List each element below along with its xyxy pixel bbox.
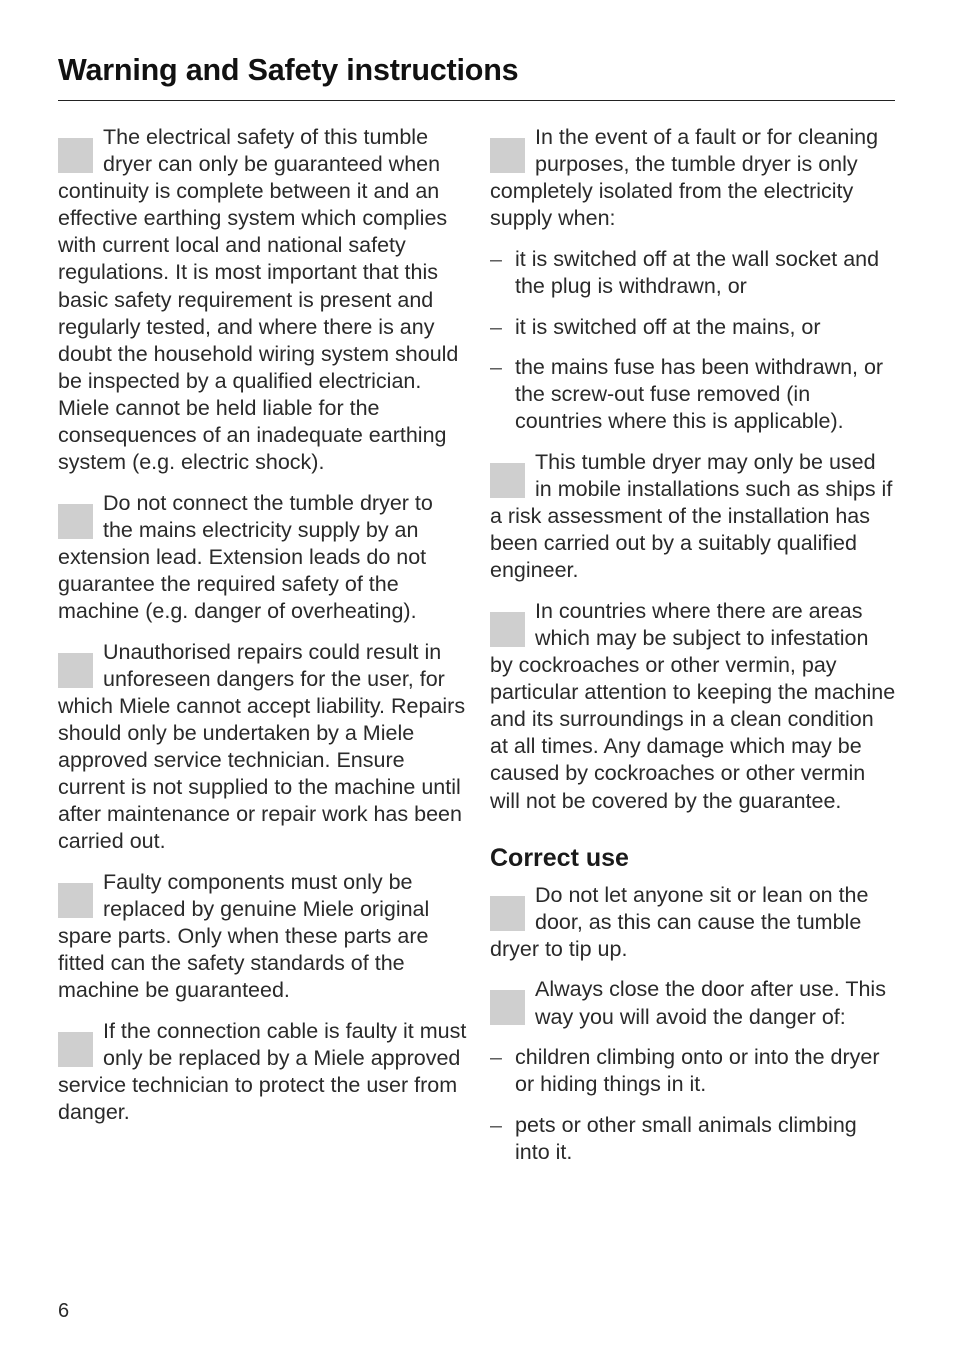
paragraph-text: Faulty components must only be replaced by genuine Miele original spare parts. Only when these parts are fitted can the safety standards of the machine be guaranteed. — [58, 869, 430, 1003]
paragraph-text: This tumble dryer may only be used in mobile installations such as ships if a risk assessment of the installation has been carried out by a suitably qualified engineer. — [490, 449, 893, 583]
section-heading-correct-use: Correct use — [490, 843, 629, 872]
paragraph-text: If the connection cable is faulty it must only be replaced by a Miele approved service technician to protect the user from danger. — [58, 1018, 467, 1125]
dash-bullet: – — [490, 1045, 502, 1070]
safety-paragraph-spare-parts — [58, 869, 468, 1004]
paragraph-text: In countries where there are areas which may be subject to infestation by cockroaches or other vermin, pay particular attention to keeping the machine and its surroundings in a clean condition at all times. Any damage which may be caused by cockroaches or other vermin will not be covered by the guarantee. — [490, 598, 896, 813]
safety-paragraph-close-door — [490, 976, 896, 1030]
dash-bullet: – — [490, 1112, 502, 1137]
page-title: Warning and Safety instructions — [58, 53, 519, 87]
warning-marker-icon — [490, 896, 525, 931]
list-item — [490, 1112, 896, 1166]
paragraph-text: Do not connect the tumble dryer to the mains electricity supply by an extension lead. Extension leads do not guarantee the required safety of the machine (e.g. danger of overheating). — [58, 490, 433, 624]
paragraph-text: Unauthorised repairs could result in unforeseen dangers for the user, for which Miele cannot accept liability. Repairs should only be undertaken by a Miele approved service technician. Ensure current is not supplied to the machine until after maintenance or repair work has been carried out. — [58, 639, 466, 854]
list-item-text: children climbing onto or into the dryer or hiding things in it. — [515, 1045, 880, 1097]
list-item — [490, 246, 896, 300]
dash-bullet: – — [490, 355, 502, 380]
safety-paragraph-isolation — [490, 124, 896, 232]
warning-marker-icon — [58, 1032, 93, 1067]
safety-paragraph-vermin — [490, 598, 896, 815]
warning-marker-icon — [490, 990, 525, 1025]
left-column — [58, 124, 468, 1140]
page-number: 6 — [58, 1300, 70, 1322]
list-item — [490, 1044, 896, 1098]
safety-paragraph-connection-cable — [58, 1018, 468, 1126]
warning-marker-icon — [58, 138, 93, 173]
safety-paragraph-repairs — [58, 639, 468, 856]
paragraph-text: Always close the door after use. This way you will avoid the danger of: — [535, 977, 886, 1029]
warning-marker-icon — [58, 883, 93, 918]
warning-marker-icon — [490, 138, 525, 173]
dash-bullet: – — [490, 314, 502, 339]
paragraph-text: The electrical safety of this tumble dryer can only be guaranteed when continuity is complete between it and an effective earthing system which complies with current local and national safety regulations. It is most important that this basic safety requirement is present and regularly tested, and where there is any doubt the household wiring system should be inspected by a qualified electrician. Miele cannot be held liable for the consequences of an inadequate earthing system (e.g. electric shock). — [58, 125, 459, 475]
list-item-text: the mains fuse has been withdrawn, or the screw-out fuse removed (in countries where this is applicable). — [515, 355, 884, 434]
list-item-text: pets or other small animals climbing into it. — [515, 1112, 857, 1164]
title-divider — [58, 100, 895, 101]
safety-paragraph-extension-lead — [58, 490, 468, 625]
dash-bullet: – — [490, 246, 502, 271]
warning-marker-icon — [58, 504, 93, 539]
right-column — [490, 124, 896, 1180]
safety-paragraph-mobile-installations — [490, 449, 896, 584]
paragraph-text: In the event of a fault or for cleaning purposes, the tumble dryer is only completely isolated from the electricity supply when: — [490, 125, 879, 231]
warning-marker-icon — [490, 463, 525, 498]
list-item — [490, 354, 896, 435]
list-item-text: it is switched off at the wall socket and the plug is withdrawn, or — [515, 246, 880, 298]
safety-paragraph-earthing — [58, 124, 468, 476]
warning-marker-icon — [490, 612, 525, 647]
list-item-text: it is switched off at the mains, or — [515, 314, 821, 339]
warning-marker-icon — [58, 653, 93, 688]
list-item — [490, 314, 896, 341]
paragraph-text: Do not let anyone sit or lean on the door, as this can cause the tumble dryer to tip up. — [490, 882, 869, 961]
safety-paragraph-door-lean — [490, 882, 896, 963]
